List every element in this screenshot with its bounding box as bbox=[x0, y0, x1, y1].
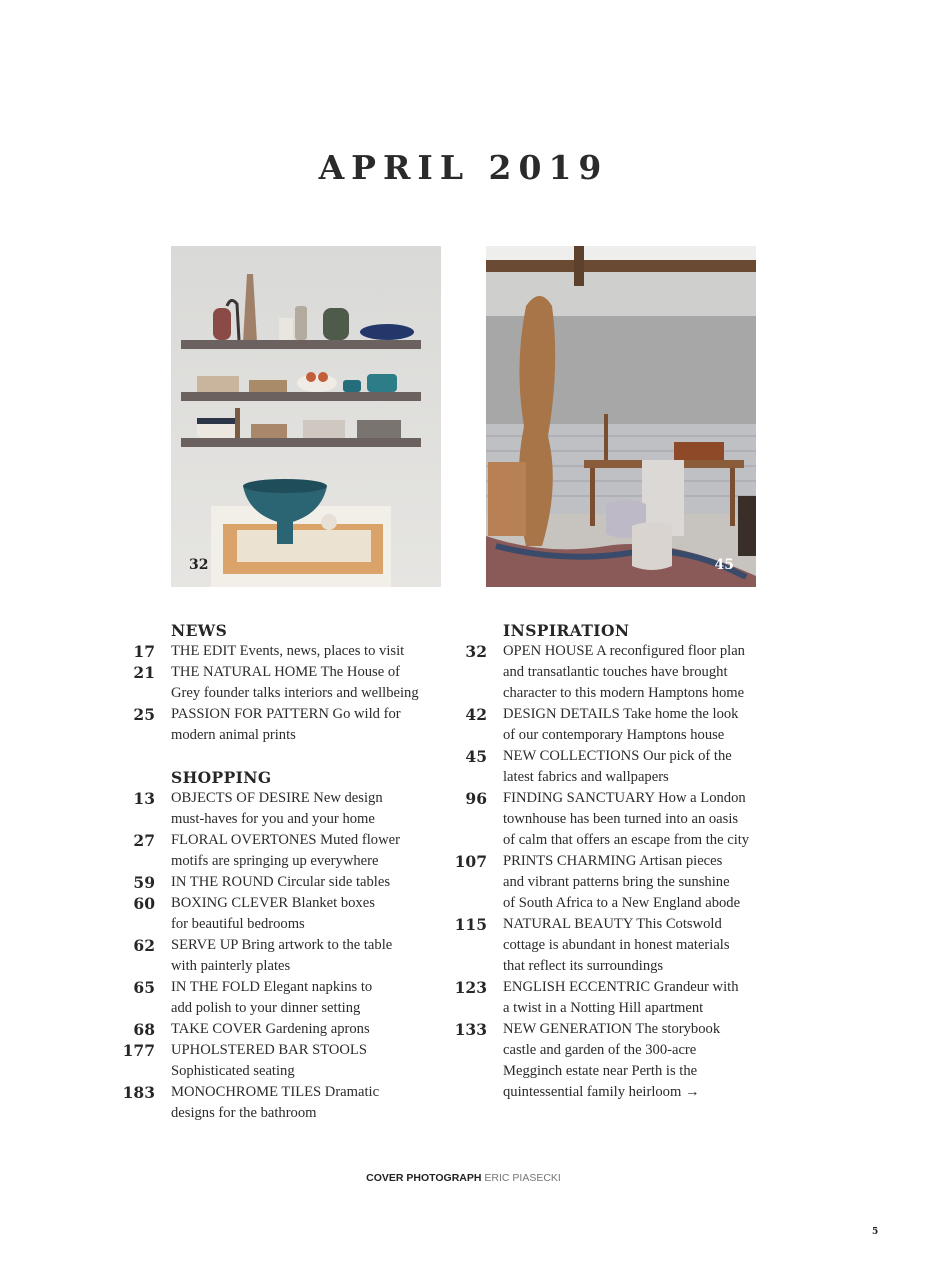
contents-entry[interactable] bbox=[116, 662, 436, 704]
interior-photo[interactable] bbox=[486, 246, 756, 587]
contents-entry[interactable] bbox=[116, 704, 436, 746]
contents-entry[interactable] bbox=[448, 704, 768, 746]
entry-text: PRINTS CHARMING Artisan pieces bbox=[503, 853, 723, 869]
entry-text: that reflect its surroundings bbox=[503, 958, 664, 974]
entry-page-number: 177 bbox=[122, 1041, 155, 1060]
entry-text: ENGLISH ECCENTRIC Grandeur with bbox=[503, 979, 739, 995]
entry-page-number: 25 bbox=[133, 705, 155, 724]
entry-text: for beautiful bedrooms bbox=[171, 916, 305, 932]
entry-text: and vibrant patterns bring the sunshine bbox=[503, 874, 730, 890]
entry-text: must-haves for you and your home bbox=[171, 811, 375, 827]
entry-text: NATURAL BEAUTY This Cotswold bbox=[503, 916, 722, 932]
entry-page-number: 123 bbox=[454, 978, 487, 997]
entry-text: Grey founder talks interiors and wellbeing bbox=[171, 685, 419, 701]
credit-name: ERIC PIASECKI bbox=[484, 1172, 561, 1184]
entry-page-number: 13 bbox=[133, 789, 155, 808]
entry-page-number: 60 bbox=[133, 894, 155, 913]
entry-page-number: 115 bbox=[454, 915, 487, 934]
contents-entry[interactable] bbox=[448, 788, 768, 851]
cover-photo-credit bbox=[0, 1172, 927, 1184]
entry-text: UPHOLSTERED BAR STOOLS bbox=[171, 1042, 367, 1058]
entry-page-number: 32 bbox=[465, 642, 487, 661]
entry-text: PASSION FOR PATTERN Go wild for bbox=[171, 706, 401, 722]
entry-page-number: 96 bbox=[465, 789, 487, 808]
contents-entry[interactable] bbox=[448, 1019, 768, 1103]
entry-text: and transatlantic touches have brought bbox=[503, 664, 728, 680]
contents-column-right bbox=[448, 620, 768, 1103]
contents-entry[interactable] bbox=[448, 641, 768, 704]
contents-entry[interactable] bbox=[116, 893, 436, 935]
entry-text: Sophisticated seating bbox=[171, 1063, 295, 1079]
entry-text: cottage is abundant in honest materials bbox=[503, 937, 730, 953]
entry-text: modern animal prints bbox=[171, 727, 296, 743]
section-heading-news: NEWS bbox=[171, 621, 228, 640]
entry-text: Megginch estate near Perth is the bbox=[503, 1063, 698, 1079]
entry-text: BOXING CLEVER Blanket boxes bbox=[171, 895, 375, 911]
entry-text: SERVE UP Bring artwork to the table bbox=[171, 937, 393, 953]
entry-text: MONOCHROME TILES Dramatic bbox=[171, 1084, 380, 1100]
entry-page-number: 133 bbox=[454, 1020, 487, 1039]
contents-entry[interactable] bbox=[448, 851, 768, 914]
credit-label: COVER PHOTOGRAPH bbox=[366, 1172, 482, 1184]
shelves-photo[interactable] bbox=[171, 246, 441, 587]
entry-page-number: 107 bbox=[454, 852, 487, 871]
entry-page-number: 68 bbox=[133, 1020, 155, 1039]
entry-text: a twist in a Notting Hill apartment bbox=[503, 1000, 704, 1016]
entry-page-number: 42 bbox=[465, 705, 487, 724]
entry-text: OPEN HOUSE A reconfigured floor plan bbox=[503, 643, 745, 659]
entry-text: OBJECTS OF DESIRE New design bbox=[171, 790, 383, 806]
entry-page-number: 27 bbox=[133, 831, 155, 850]
entry-text: DESIGN DETAILS Take home the look bbox=[503, 706, 739, 722]
entry-text: NEW GENERATION The storybook bbox=[503, 1021, 721, 1037]
entry-text: of South Africa to a New England abode bbox=[503, 895, 741, 911]
entry-text: FINDING SANCTUARY How a London bbox=[503, 790, 746, 806]
contents-entry[interactable] bbox=[448, 977, 768, 1019]
contents-entry[interactable] bbox=[116, 935, 436, 977]
entry-text: motifs are springing up everywhere bbox=[171, 853, 379, 869]
entry-text: latest fabrics and wallpapers bbox=[503, 769, 669, 785]
entry-text: castle and garden of the 300-acre bbox=[503, 1042, 697, 1058]
section-heading-shopping: SHOPPING bbox=[171, 768, 272, 787]
contents-entry[interactable] bbox=[116, 1040, 436, 1082]
entry-text: IN THE ROUND Circular side tables bbox=[171, 874, 390, 890]
contents-entry[interactable] bbox=[116, 1082, 436, 1124]
entry-text: THE EDIT Events, news, places to visit bbox=[171, 643, 405, 659]
entry-page-number: 21 bbox=[133, 663, 155, 682]
entry-page-number: 45 bbox=[465, 747, 487, 766]
contents-column-left bbox=[116, 620, 436, 1124]
contents-entry[interactable] bbox=[116, 1019, 436, 1040]
contents-entry[interactable] bbox=[116, 830, 436, 872]
contents-entry[interactable] bbox=[448, 746, 768, 788]
photo-page-number: 32 bbox=[189, 557, 209, 573]
entry-text: townhouse has been turned into an oasis bbox=[503, 811, 739, 827]
entry-text: THE NATURAL HOME The House of bbox=[171, 664, 401, 680]
entry-text: add polish to your dinner setting bbox=[171, 1000, 361, 1016]
entry-page-number: 17 bbox=[133, 642, 155, 661]
entry-page-number: 183 bbox=[122, 1083, 155, 1102]
entry-text: with painterly plates bbox=[171, 958, 291, 974]
contents-entry[interactable] bbox=[116, 977, 436, 1019]
contents-entry[interactable] bbox=[116, 788, 436, 830]
contents-entry[interactable] bbox=[448, 914, 768, 977]
entry-text: of our contemporary Hamptons house bbox=[503, 727, 725, 743]
entry-text: FLORAL OVERTONES Muted flower bbox=[171, 832, 400, 848]
entry-text: of calm that offers an escape from the city bbox=[503, 832, 750, 848]
entry-text: NEW COLLECTIONS Our pick of the bbox=[503, 748, 732, 764]
entry-text: designs for the bathroom bbox=[171, 1105, 317, 1121]
entry-page-number: 62 bbox=[133, 936, 155, 955]
section-heading-inspiration: INSPIRATION bbox=[503, 621, 630, 640]
entry-text: character to this modern Hamptons home bbox=[503, 685, 745, 701]
entry-text: quintessential family heirloom → bbox=[503, 1084, 700, 1100]
entry-text: TAKE COVER Gardening aprons bbox=[171, 1021, 370, 1037]
page-folio: 5 bbox=[872, 1227, 879, 1237]
entry-text: IN THE FOLD Elegant napkins to bbox=[171, 979, 373, 995]
photo-page-number: 45 bbox=[714, 557, 734, 573]
page-title: APRIL 2019 bbox=[318, 148, 609, 187]
contents-entry[interactable] bbox=[116, 872, 436, 893]
entry-page-number: 59 bbox=[133, 873, 155, 892]
entry-page-number: 65 bbox=[133, 978, 155, 997]
contents-entry[interactable] bbox=[116, 641, 436, 662]
